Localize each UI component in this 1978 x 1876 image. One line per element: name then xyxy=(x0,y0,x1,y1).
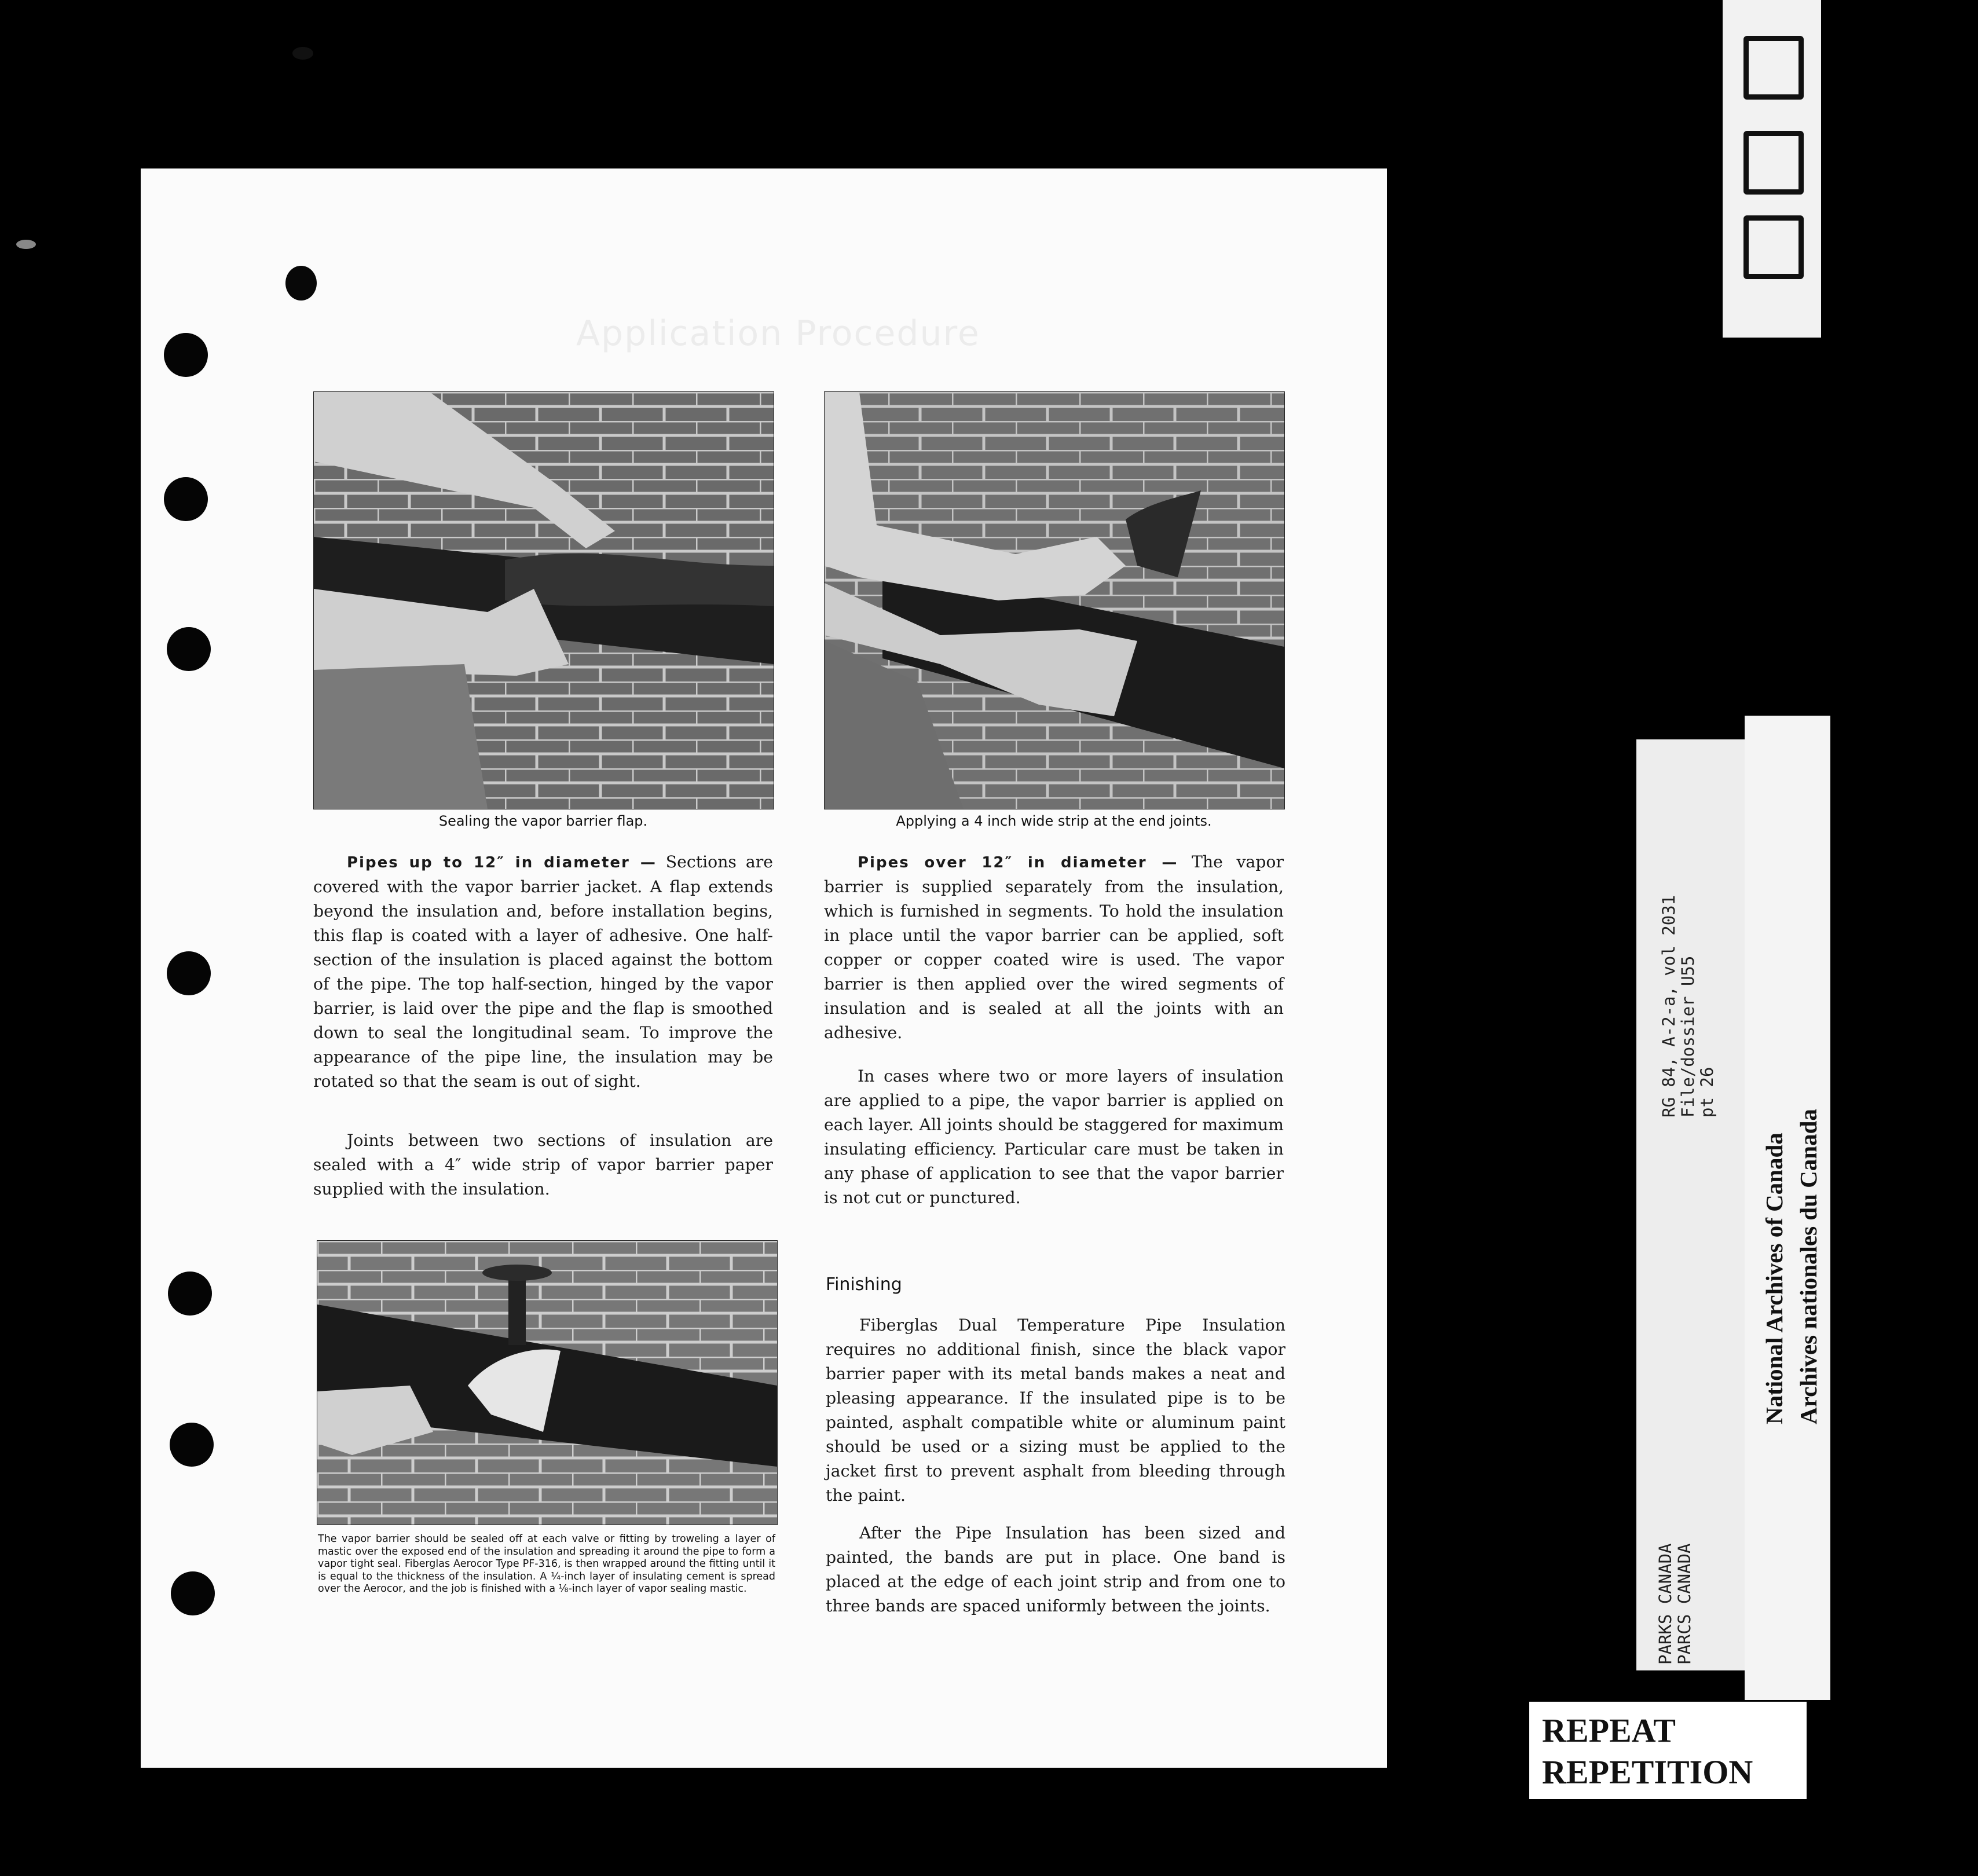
frame-mark xyxy=(1743,131,1804,195)
document-page xyxy=(141,168,1387,1768)
binder-hole xyxy=(167,951,211,995)
binder-hole xyxy=(170,1423,214,1467)
paragraph-pipes-up-to-12 xyxy=(313,850,773,1094)
page-title: Application Procedure xyxy=(576,313,980,354)
archive-reference-line: RG 84, A-2-a, vol 2031 xyxy=(1659,895,1679,1117)
photo-sealing-flap xyxy=(313,391,774,809)
photo-image xyxy=(314,392,774,809)
paragraph-lead: Pipes over 12″ in diameter — xyxy=(858,854,1178,871)
repetition-label: REPETITION xyxy=(1542,1753,1753,1791)
film-frame-counter xyxy=(1723,0,1821,338)
archive-reference xyxy=(1660,895,1717,1117)
photo-sealing-valve xyxy=(317,1240,778,1525)
paragraph-text: Sections are covered with the vapor barrier jacket. A flap extends beyond the insulation and, before installation begins, this flap is coated with a layer of adhesive. One half-section of the insulation is placed against the bottom of the pipe. The top half-section, hinged by the vapor barrier, is laid over the pipe and the flap is smoothed down to seal the longitudinal seam. To improve the appearance of the pipe line, the insulation may be rotated so that the seam is out of sight. xyxy=(313,852,773,1091)
binder-hole xyxy=(171,1571,215,1615)
photo-image xyxy=(317,1241,777,1525)
paragraph-pipes-over-12 xyxy=(824,850,1284,1045)
binder-hole xyxy=(167,627,211,671)
photo-caption: Sealing the vapor barrier flap. xyxy=(438,813,648,829)
agency-name: PARKS CANADA xyxy=(1655,1543,1675,1665)
paragraph-text: The vapor barrier is supplied separately from the insulation, which is furnished in segments. To hold the insulation in place until the vapor barrier can be applied, soft copper or copper coated wire is used. The vapor barrier is then applied over the wired segments of insulation and is sealed at all the joints with an adhesive. xyxy=(824,852,1284,1042)
paragraph-bands: After the Pipe Insulation has been sized and painted, the bands are put in place. One band is placed at the edge of each joint strip and from one to three bands are spaced uniformly between the joints. xyxy=(826,1523,1285,1615)
binder-hole xyxy=(164,333,208,377)
dust-speck xyxy=(292,47,313,60)
agency-name: PARCS CANADA xyxy=(1675,1543,1694,1665)
paragraph-joints: Joints between two sections of insulation are sealed with a 4″ wide strip of vapor barrier paper supplied with the insulation. xyxy=(313,1131,773,1199)
archive-reference-line: File/dossier U55 xyxy=(1678,955,1698,1117)
binder-hole xyxy=(164,477,208,521)
photo-image xyxy=(825,392,1284,809)
paragraph-multiple-layers: In cases where two or more layers of insulation are applied to a pipe, the vapor barrier is applied on each layer. All joints should be staggered for maximum insulating efficiency. Particular care must be taken in any phase of application to see that the vapor barrier is not cut or punctured. xyxy=(824,1067,1284,1207)
repeat-stamp xyxy=(1529,1702,1807,1799)
ink-blot xyxy=(285,266,317,301)
photo-applying-strip xyxy=(824,391,1285,809)
paragraph-finishing: Fiberglas Dual Temperature Pipe Insulation requires no additional finish, since the black vapor barrier paper with its metal bands makes a neat and pleasing appearance. If the insulated pipe is to be painted, asphalt compatible white or aluminum paint should be used or a sizing must be applied to the jacket first to prevent asphalt from bleeding through the paint. xyxy=(826,1316,1285,1505)
photo-caption: Applying a 4 inch wide strip at the end joints. xyxy=(896,813,1212,829)
repeat-label: REPEAT xyxy=(1542,1712,1676,1749)
paragraph-lead: Pipes up to 12″ in diameter — xyxy=(347,854,657,871)
frame-mark xyxy=(1743,36,1804,100)
heading-finishing: Finishing xyxy=(826,1274,902,1295)
archive-reference-line: pt 26 xyxy=(1697,1067,1717,1117)
photo-caption-long: The vapor barrier should be sealed off at each valve or fitting by troweling a layer of mastic over the exposed end of the insulation and spreading it around the pipe to form a vapor tight seal. Fiberglas Aerocor Type PF-316, is then wrapped around the fitting until it is equal to the thickness of the insulation. A ¼-inch layer of insulating cement is spread over the Aerocor, and the job is finished with a ⅛-inch layer of vapor sealing mastic. xyxy=(318,1533,775,1595)
archives-names xyxy=(1757,1109,1826,1424)
frame-mark xyxy=(1743,215,1804,279)
dust-speck xyxy=(16,240,36,249)
archives-name-fr: Archives nationales du Canada xyxy=(1795,1109,1822,1424)
archives-name-en: National Archives of Canada xyxy=(1761,1133,1787,1424)
binder-hole xyxy=(168,1272,212,1316)
agency-names xyxy=(1656,1543,1694,1665)
archive-reference-strip xyxy=(1636,739,1745,1670)
